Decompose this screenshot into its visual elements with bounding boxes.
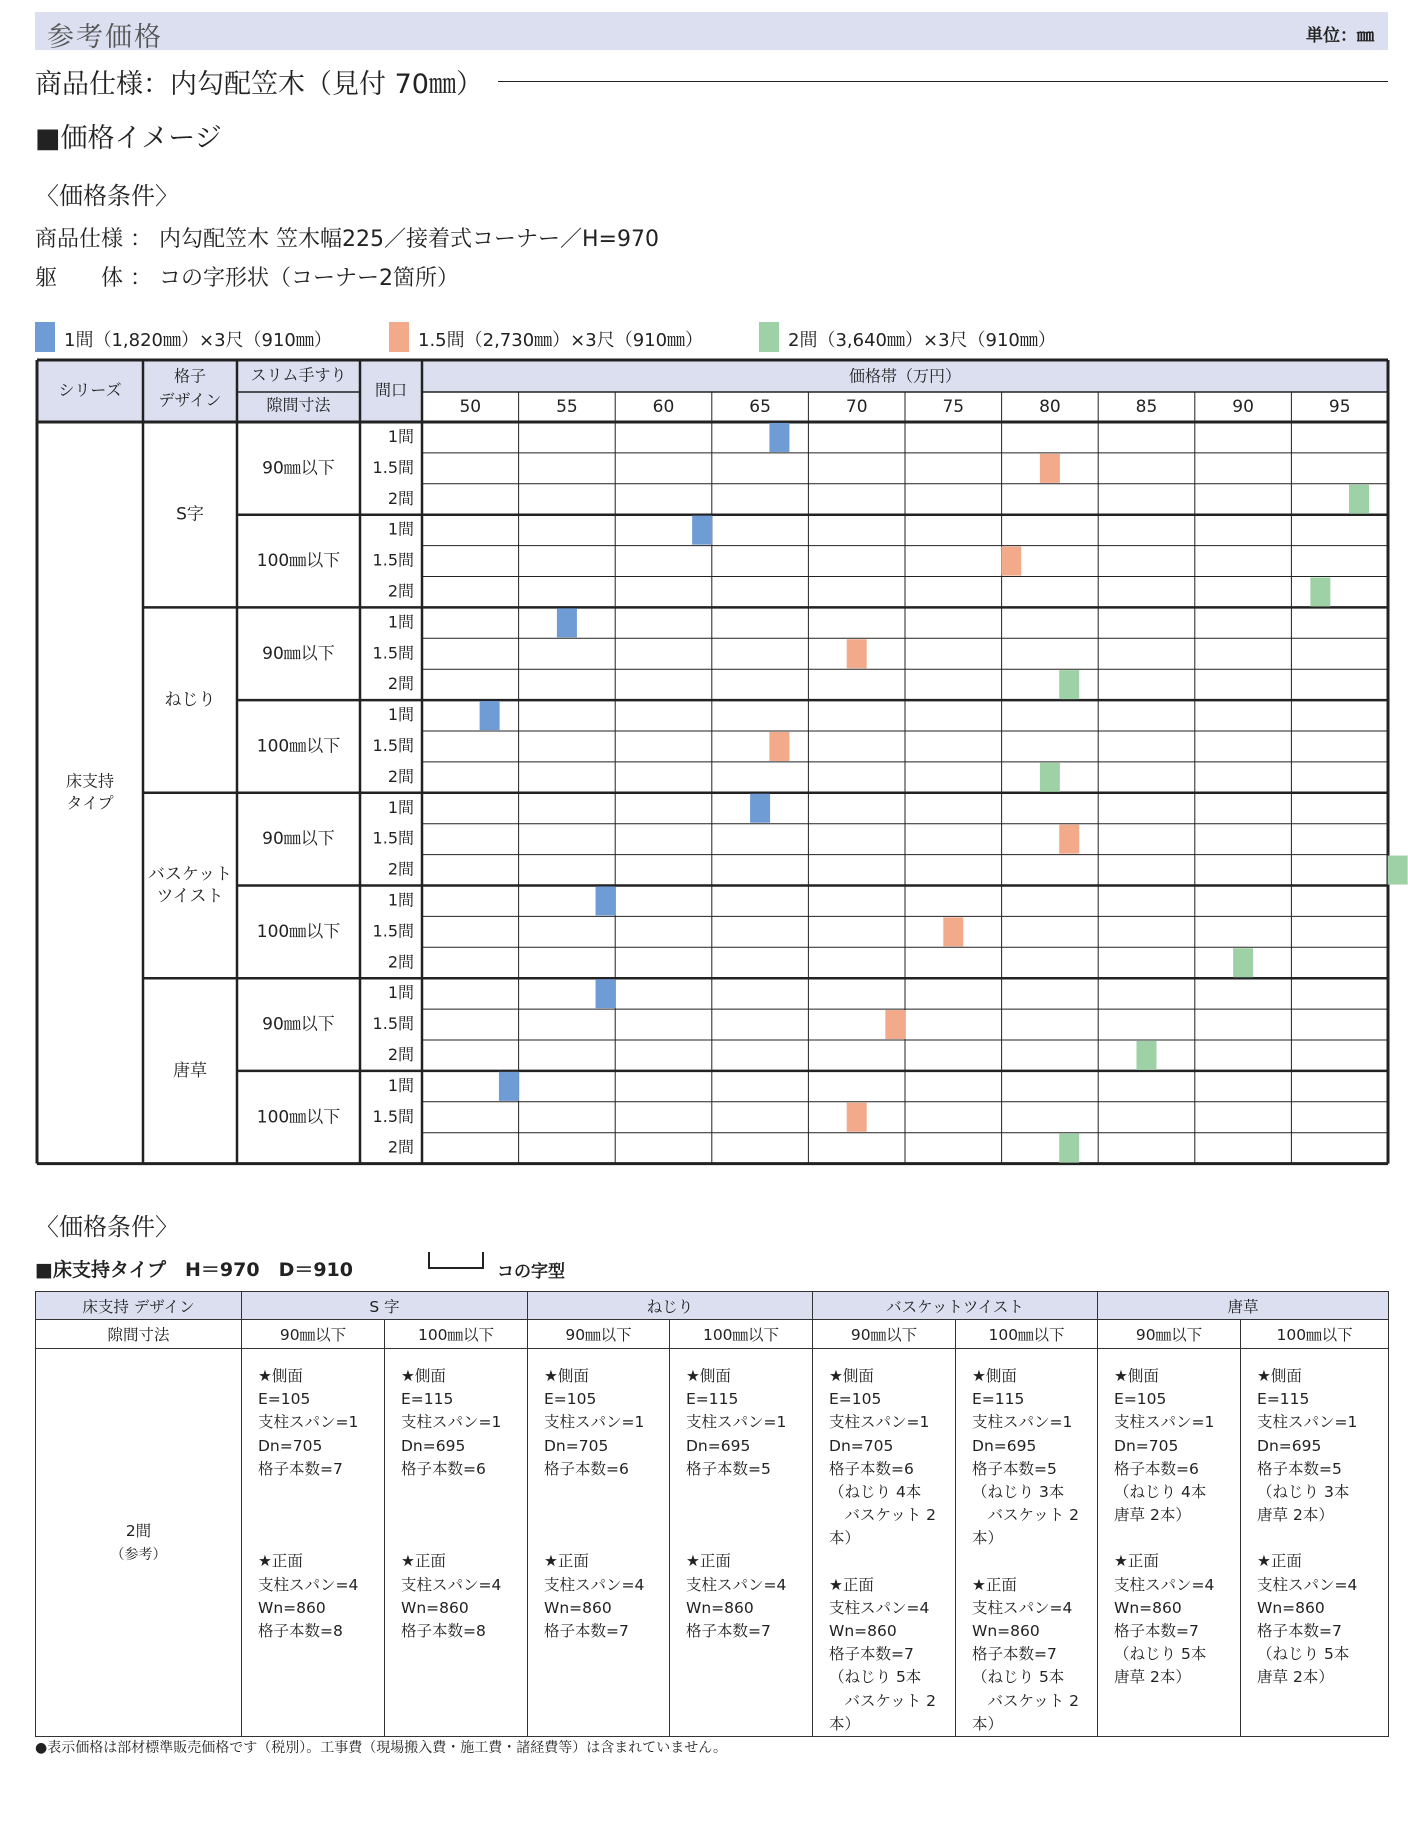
series-label: 床支持 [65, 771, 115, 791]
gap-cell: 100㎜以下 [1241, 1320, 1389, 1349]
frontage-label: 1間 [387, 890, 414, 910]
front-spec-line: バスケット 2本） [829, 1691, 937, 1733]
side-spec-line: ★側面 [1114, 1367, 1159, 1385]
side-spec-line: （ねじり 4本 [829, 1483, 922, 1502]
frontage-label: 1間 [387, 983, 414, 1003]
front-spec-line: ★正面 [686, 1552, 731, 1571]
price-mark [1059, 825, 1079, 854]
side-spec-line: Dn=695 [686, 1436, 751, 1455]
conditions2-heading: 〈価格条件〉 [35, 1213, 179, 1241]
front-spec-line: 格子本数=7 [1257, 1622, 1342, 1641]
side-spec-line: Dn=705 [829, 1436, 894, 1455]
design-header: 床支持 デザイン [36, 1292, 242, 1320]
side-spec-line: E=115 [1257, 1390, 1310, 1409]
lattice-design-label: 唐草 [173, 1060, 207, 1081]
unit-label: 単位：㎜ [1306, 26, 1374, 46]
koshi-header: デザイン [158, 390, 222, 410]
frontage-label: 1間 [387, 519, 414, 539]
price-mark [847, 639, 867, 668]
side-spec-line: 支柱スパン=1 [1257, 1413, 1358, 1432]
price-mark [1001, 547, 1021, 576]
price-mark [750, 794, 770, 823]
spec-cell [670, 1349, 813, 1737]
front-spec-line: （ねじり 5本 [972, 1668, 1065, 1687]
front-spec-line: 唐草 2本） [1257, 1668, 1334, 1687]
front-spec-line: ★正面 [544, 1552, 589, 1571]
side-spec-line: 支柱スパン=1 [401, 1413, 502, 1432]
gap-size-label: 90㎜以下 [262, 458, 335, 479]
lattice-design-label: ねじり [164, 690, 216, 711]
side-spec-line: ★側面 [686, 1367, 731, 1385]
front-spec-line: 格子本数=8 [401, 1622, 486, 1640]
price-mark [1233, 948, 1253, 977]
front-spec-line: ★正面 [972, 1575, 1017, 1594]
front-spec-line: 支柱スパン=4 [1114, 1575, 1215, 1594]
footnote: ●表示価格は部材標準販売価格です（税別）。工事費（現場搬入費・施工費・諸経費等）は含まれていません。 [35, 1740, 728, 1756]
side-spec-line: Dn=705 [258, 1436, 323, 1455]
side-spec-line: 支柱スパン=1 [258, 1413, 359, 1432]
floor-type-line: ■床支持タイプ H＝970 D＝910 [35, 1259, 353, 1281]
side-spec-line: 格子本数=5 [972, 1459, 1057, 1478]
price-tick-label: 80 [1039, 397, 1061, 417]
row-label-main: 2間 [125, 1521, 152, 1540]
front-spec-line: バスケット 2本） [972, 1691, 1080, 1733]
price-mark [692, 516, 712, 545]
legend-label-2ken: 2間（3,640㎜）×3尺（910㎜） [788, 330, 1056, 351]
lattice-design-label: S字 [176, 504, 204, 525]
conditions-table [35, 1291, 1389, 1737]
spec-cell [1241, 1349, 1389, 1737]
gap-cell: 90㎜以下 [528, 1320, 670, 1349]
spec-cell [528, 1349, 670, 1737]
legend-label-1ken: 1間（1,820㎜）×3尺（910㎜） [64, 330, 332, 351]
price-mark [1137, 1041, 1157, 1070]
conditions-heading: 〈価格条件〉 [35, 182, 179, 210]
gap-cell: 100㎜以下 [956, 1320, 1098, 1349]
side-spec-line: 格子本数=5 [686, 1459, 771, 1478]
side-spec-line: 支柱スパン=1 [686, 1413, 787, 1432]
front-spec-line: 支柱スパン=4 [829, 1598, 930, 1617]
front-spec-line: ★正面 [1257, 1552, 1302, 1571]
frontage-label: 1.5間 [372, 643, 414, 663]
side-spec-line: E=115 [401, 1390, 454, 1409]
gap-size-label: 100㎜以下 [256, 921, 341, 942]
price-mark [1059, 670, 1079, 699]
frontage-label: 2間 [387, 674, 414, 694]
price-mark [1388, 856, 1408, 885]
side-spec-line: 支柱スパン=1 [1114, 1413, 1215, 1432]
design-nejiri: ねじり [528, 1292, 813, 1320]
side-spec-line: Dn=695 [401, 1436, 466, 1455]
frontage-label: 1間 [387, 426, 414, 446]
front-spec-line: （ねじり 5本 [829, 1668, 922, 1687]
price-mark [943, 917, 963, 946]
koshi-header: 格子 [173, 366, 207, 386]
price-mark [480, 701, 500, 730]
design-s: S 字 [242, 1292, 528, 1320]
frontage-label: 2間 [387, 859, 414, 879]
side-spec-line: E=105 [1114, 1390, 1167, 1409]
side-spec-line: Dn=695 [972, 1436, 1037, 1455]
design-karakusa: 唐草 [1098, 1292, 1389, 1320]
side-spec-line: 支柱スパン=1 [829, 1413, 930, 1432]
gap-size-label: 100㎜以下 [256, 1107, 341, 1128]
front-spec-line: 格子本数=7 [686, 1622, 771, 1640]
side-spec-line: E=105 [544, 1390, 597, 1409]
front-spec-line: 格子本数=7 [829, 1645, 914, 1664]
side-spec-line: ★側面 [544, 1367, 589, 1385]
maguchi-header: 間口 [374, 380, 408, 400]
spec-cell [956, 1349, 1098, 1737]
spec-cell [1098, 1349, 1241, 1737]
price-tick-label: 70 [845, 397, 868, 417]
gap-header: 隙間寸法 [36, 1320, 242, 1349]
front-spec-line: 支柱スパン=4 [686, 1575, 787, 1594]
frontage-label: 1.5間 [372, 550, 414, 570]
lattice-design-label: バスケット [147, 864, 233, 885]
u-shape-icon [428, 1252, 484, 1269]
side-spec-line: Dn=705 [1114, 1436, 1179, 1455]
front-spec-line: 支柱スパン=4 [258, 1575, 359, 1594]
conditions-body-line: 躯 体 ： コの字形状（コーナー2箇所） [35, 266, 459, 291]
gap-cell: 100㎜以下 [385, 1320, 528, 1349]
front-spec-line: ★正面 [1114, 1552, 1159, 1571]
front-spec-line: （ねじり 5本 [1114, 1645, 1207, 1664]
conditions-spec-line: 商品仕様 ： 内勾配笠木 笠木幅225／接着式コーナー／H=970 [35, 227, 659, 252]
gap-size-header: 隙間寸法 [266, 395, 331, 415]
row-label [36, 1349, 242, 1737]
front-spec-line: ★正面 [829, 1575, 874, 1594]
front-spec-line: 格子本数=8 [258, 1622, 343, 1640]
frontage-label: 2間 [387, 1137, 414, 1157]
side-spec-line: ★側面 [1257, 1367, 1302, 1385]
price-mark [847, 1103, 867, 1132]
side-spec-line: ★側面 [972, 1367, 1017, 1385]
frontage-label: 1間 [387, 1075, 414, 1095]
price-mark [557, 608, 577, 637]
side-spec-line: E=115 [972, 1390, 1025, 1409]
price-mark [1059, 1134, 1079, 1163]
side-spec-line: 支柱スパン=1 [972, 1413, 1073, 1432]
price-mark [885, 1010, 905, 1039]
frontage-label: 1間 [387, 705, 414, 725]
price-mark [1349, 485, 1369, 514]
price-tick-label: 60 [652, 397, 675, 417]
side-spec-line: （ねじり 3本 [1257, 1483, 1350, 1502]
front-spec-line: Wn=860 [401, 1598, 469, 1617]
legend-label-1-5ken: 1.5間（2,730㎜）×3尺（910㎜） [418, 330, 704, 351]
front-spec-line: 支柱スパン=4 [1257, 1575, 1358, 1594]
side-spec-line: 格子本数=6 [1114, 1459, 1199, 1478]
side-spec-line: 格子本数=6 [829, 1459, 914, 1478]
slim-header: スリム手すり [250, 365, 347, 385]
image-heading: ■価格イメージ [35, 123, 222, 154]
frontage-label: 1.5間 [372, 921, 414, 941]
side-spec-line: バスケット 2本） [829, 1506, 937, 1548]
frontage-label: 1.5間 [372, 1014, 414, 1034]
front-spec-line: 格子本数=7 [972, 1645, 1057, 1664]
price-tick-label: 55 [556, 397, 578, 417]
price-mark [1040, 454, 1060, 483]
side-spec-line: E=105 [829, 1390, 882, 1409]
gap-cell: 90㎜以下 [813, 1320, 956, 1349]
series-label: タイプ [66, 793, 114, 813]
price-tick-label: 75 [942, 397, 965, 417]
frontage-label: 2間 [387, 488, 414, 508]
frontage-label: 2間 [387, 766, 414, 786]
front-spec-line: ★正面 [258, 1552, 303, 1571]
front-spec-line: Wn=860 [1114, 1598, 1182, 1617]
price-tick-label: 90 [1232, 397, 1254, 417]
price-tick-label: 65 [749, 397, 771, 417]
spec-cell [385, 1349, 528, 1737]
front-spec-line: 格子本数=7 [544, 1622, 629, 1640]
frontage-label: 1.5間 [372, 828, 414, 848]
side-spec-line: ★側面 [401, 1367, 446, 1385]
price-band-header: 価格帯（万円） [848, 366, 962, 386]
side-spec-line: Dn=695 [1257, 1436, 1322, 1455]
page-title: 参考価格 [47, 22, 163, 53]
frontage-label: 1.5間 [372, 735, 414, 755]
price-mark [769, 423, 789, 452]
front-spec-line: Wn=860 [544, 1598, 612, 1617]
side-spec-line: 格子本数=6 [401, 1459, 486, 1478]
price-mark [769, 732, 789, 761]
side-spec-line: 唐草 2本） [1114, 1506, 1191, 1525]
front-spec-line: Wn=860 [972, 1622, 1040, 1641]
gap-size-label: 100㎜以下 [256, 551, 341, 572]
frontage-label: 1間 [387, 797, 414, 817]
frontage-label: 1.5間 [372, 1106, 414, 1126]
price-mark [596, 979, 616, 1008]
side-spec-line: 唐草 2本） [1257, 1506, 1334, 1525]
front-spec-line: Wn=860 [1257, 1598, 1325, 1617]
frontage-label: 2間 [387, 1044, 414, 1064]
frontage-label: 1間 [387, 612, 414, 632]
side-spec-line: バスケット 2本） [972, 1506, 1080, 1548]
gap-cell: 90㎜以下 [1098, 1320, 1241, 1349]
price-tick-label: 85 [1135, 397, 1158, 417]
row-label-sub: （参考） [110, 1546, 167, 1563]
side-spec-line: Dn=705 [544, 1436, 609, 1455]
front-spec-line: 格子本数=7 [1114, 1622, 1199, 1641]
gap-size-label: 90㎜以下 [262, 1014, 335, 1035]
side-spec-line: ★側面 [829, 1367, 874, 1385]
gap-size-label: 90㎜以下 [262, 829, 335, 850]
series-header: シリーズ [58, 380, 122, 400]
front-spec-line: 支柱スパン=4 [972, 1598, 1073, 1617]
side-spec-line: E=115 [686, 1390, 739, 1409]
gap-size-label: 90㎜以下 [262, 643, 335, 664]
spec-cell [242, 1349, 385, 1737]
gap-cell: 90㎜以下 [242, 1320, 385, 1349]
frontage-label: 2間 [387, 581, 414, 601]
spec-heading: 商品仕様：内勾配笠木（見付 70㎜） [35, 69, 483, 100]
lattice-design-label: ツイスト [156, 886, 224, 907]
price-mark [1040, 763, 1060, 792]
front-spec-line: 支柱スパン=4 [544, 1575, 645, 1594]
side-spec-line: （ねじり 4本 [1114, 1483, 1207, 1502]
price-mark [499, 1072, 519, 1101]
side-spec-line: ★側面 [258, 1367, 303, 1385]
front-spec-line: 唐草 2本） [1114, 1668, 1191, 1687]
side-spec-line: 格子本数=6 [544, 1459, 629, 1478]
front-spec-line: Wn=860 [829, 1622, 897, 1641]
side-spec-line: E=105 [258, 1390, 311, 1409]
side-spec-line: 支柱スパン=1 [544, 1413, 645, 1432]
front-spec-line: （ねじり 5本 [1257, 1645, 1350, 1664]
front-spec-line: Wn=860 [686, 1598, 754, 1617]
frontage-label: 1.5間 [372, 457, 414, 477]
front-spec-line: 支柱スパン=4 [401, 1575, 502, 1594]
side-spec-line: 格子本数=7 [258, 1459, 343, 1478]
gap-cell: 100㎜以下 [670, 1320, 813, 1349]
frontage-label: 2間 [387, 952, 414, 972]
side-spec-line: 格子本数=5 [1257, 1459, 1342, 1478]
price-mark [1310, 577, 1330, 606]
price-mark [596, 886, 616, 915]
u-shape-label: コの字型 [497, 1262, 565, 1282]
side-spec-line: （ねじり 3本 [972, 1483, 1065, 1502]
front-spec-line: Wn=860 [258, 1598, 326, 1617]
price-tick-label: 50 [459, 397, 482, 417]
price-tick-label: 95 [1328, 397, 1351, 417]
spec-cell [813, 1349, 956, 1737]
front-spec-line: ★正面 [401, 1552, 446, 1571]
design-basket: バスケットツイスト [813, 1292, 1098, 1320]
gap-size-label: 100㎜以下 [256, 736, 341, 757]
